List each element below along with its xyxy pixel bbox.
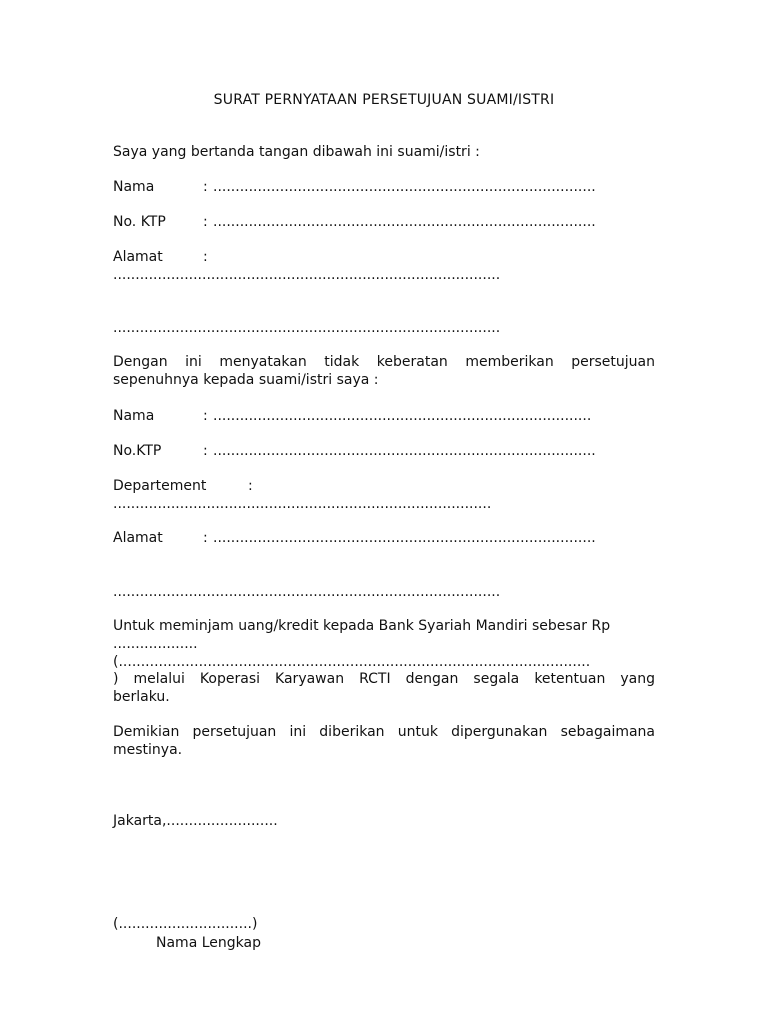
section2-alamat-label: Alamat — [113, 530, 163, 546]
section2-nama-colon: : — [203, 408, 208, 424]
intro-text: Saya yang bertanda tangan dibawah ini suami/istri : — [113, 144, 480, 160]
section1-nama-label: Nama — [113, 179, 155, 195]
section1-ktp-colon: : — [203, 214, 208, 230]
section2-ktp-colon: : — [203, 443, 208, 459]
section1-alamat-label: Alamat — [113, 249, 163, 265]
loan-line1: Untuk meminjam uang/kredit kepada Bank Syariah Mandiri sebesar Rp — [113, 618, 611, 634]
section2-nama-label: Nama — [113, 408, 155, 424]
closing-line2: mestinya. — [113, 742, 183, 758]
loan-line3: (.......................................................................................................... — [113, 654, 591, 670]
loan-line5: berlaku. — [113, 689, 170, 705]
statement-line2: sepenuhnya kepada suami/istri saya : — [113, 372, 379, 388]
section2-ktp-field: ...................................................................................... — [213, 443, 596, 459]
loan-line2: ................... — [113, 636, 198, 652]
section2-dept-colon: : — [248, 478, 253, 494]
loan-line4: ) melalui Koperasi Karyawan RCTI dengan segala ketentuan yang — [113, 671, 655, 687]
section1-ktp-field: ...................................................................................... — [213, 214, 596, 230]
section1-ktp-label: No. KTP — [113, 214, 166, 230]
section2-alamat-field: ...................................................................................... — [213, 530, 596, 546]
statement-line1: Dengan ini menyatakan tidak keberatan memberikan persetujuan — [113, 354, 655, 370]
section1-alamat-line1: ....................................................................................... — [113, 267, 501, 283]
section2-dept-label: Departement — [113, 478, 207, 494]
closing-line1: Demikian persetujuan ini diberikan untuk dipergunakan sebagaimana — [113, 724, 655, 740]
section1-alamat-line2: ....................................................................................... — [113, 320, 501, 336]
section1-alamat-colon: : — [203, 249, 208, 265]
section1-nama-field: ...................................................................................... — [213, 179, 596, 195]
section2-alamat-line2: ....................................................................................... — [113, 584, 501, 600]
signature-name: Nama Lengkap — [156, 935, 261, 951]
section2-alamat-colon: : — [203, 530, 208, 546]
section2-nama-field: ..................................................................................... — [213, 408, 592, 424]
signature-line: (..............................) — [113, 916, 258, 932]
section1-nama-colon: : — [203, 179, 208, 195]
place-date: Jakarta,......................... — [113, 813, 278, 829]
section2-ktp-label: No.KTP — [113, 443, 162, 459]
document-title: SURAT PERNYATAAN PERSETUJUAN SUAMI/ISTRI — [213, 92, 555, 108]
section2-dept-line: ..................................................................................... — [113, 496, 492, 512]
